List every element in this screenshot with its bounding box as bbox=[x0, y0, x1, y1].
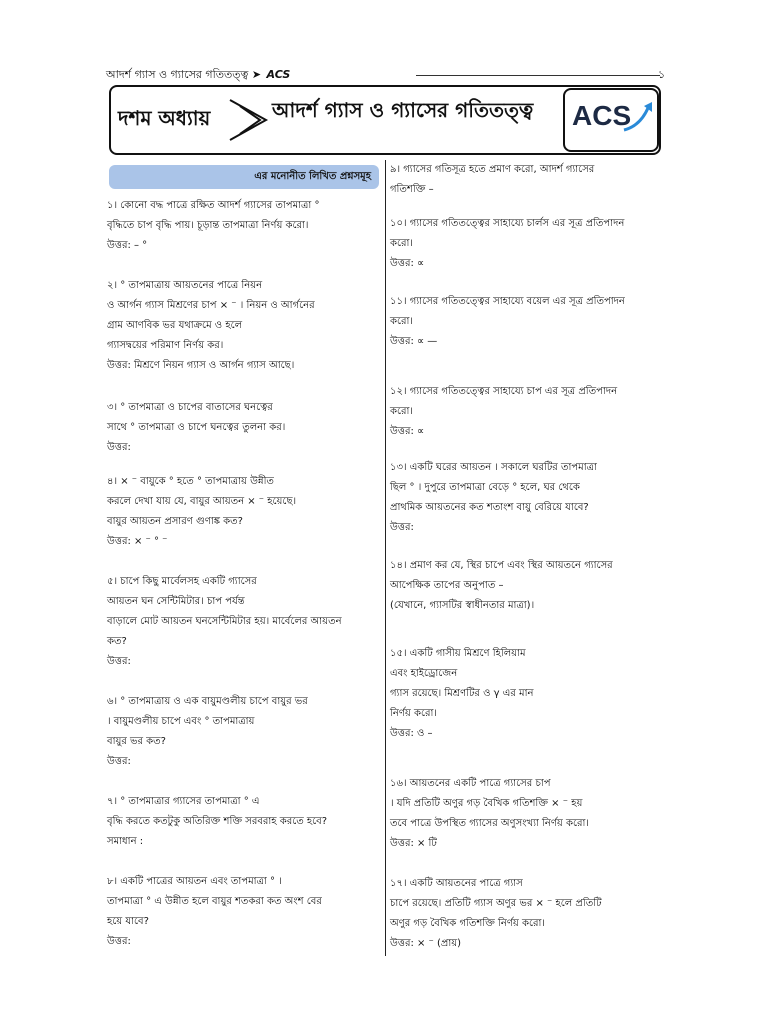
question-line: করো। bbox=[390, 238, 413, 249]
question-line: ছিল ° । দুপুরে তাপমাত্রা বেড়ে ° হলে, ঘর থেকে bbox=[390, 482, 580, 493]
question-16 bbox=[390, 774, 668, 854]
question-9 bbox=[390, 160, 668, 200]
question-line: ও আর্গন গ্যাস মিশ্রণের চাপ × ⁻ । নিয়ন ও আর্গনের bbox=[107, 300, 315, 311]
answer-line: উত্তর: bbox=[107, 756, 131, 767]
question-line: ১৬। আয়তনের একটি পাত্রে গ্যাসের চাপ bbox=[390, 778, 551, 789]
question-line: গ্যাস রয়েছে। মিশ্রণটির ও γ এর মান bbox=[390, 688, 534, 699]
header-rule bbox=[416, 75, 660, 76]
question-line: গ্রাম আণবিক ভর যথাক্রমে ও হলে bbox=[107, 320, 243, 331]
question-line: ৪। × ⁻ বায়ুকে ° হতে ° তাপমাত্রায় উন্নীত bbox=[107, 476, 274, 487]
column-divider bbox=[385, 160, 386, 956]
question-line: বায়ুর ভর কত? bbox=[107, 736, 166, 747]
question-line: করলে দেখা যায় যে, বায়ুর আয়তন × ⁻ হয়েছে। bbox=[107, 496, 297, 507]
question-line: ১২। গ্যাসের গতিতত্ত্বের সাহায্যে চাপ এর সূত্র প্রতিপাদন bbox=[390, 386, 618, 397]
question-13 bbox=[390, 458, 668, 538]
question-line: ১০। গ্যাসের গতিতত্ত্বের সাহায্যে চার্লস এর সূত্র প্রতিপাদন bbox=[390, 218, 625, 229]
question-line: ১৪। প্রমাণ কর যে, স্থির চাপে এবং স্থির আয়তনে গ্যাসের bbox=[390, 560, 613, 571]
question-line: ৫। চাপে কিছু মার্বেলসহ একটি গ্যাসের bbox=[107, 576, 257, 587]
question-12 bbox=[390, 382, 668, 442]
question-line: বায়ুর আয়তন প্রসারণ গুণাঙ্ক কত? bbox=[107, 516, 243, 527]
answer-line: উত্তর: × ⁻ (প্রায়) bbox=[390, 938, 462, 949]
acs-logo: ACS bbox=[572, 100, 632, 131]
acs-logo-small: ACS bbox=[266, 68, 291, 81]
question-line: ১৫। একটি গাসীয় মিশ্রণে হিলিয়াম bbox=[390, 648, 526, 659]
question-line: । বায়ুমণ্ডলীয় চাপে এবং ° তাপমাত্রায় bbox=[107, 716, 255, 727]
question-line: গতিশক্তি – bbox=[390, 184, 434, 195]
answer-line: উত্তর: – ° bbox=[107, 240, 148, 251]
answer-line: উত্তর: bbox=[107, 936, 131, 947]
question-line: (যেখানে, গ্যাসটির স্বাধীনতার মাত্রা)। bbox=[390, 600, 535, 611]
question-line: করো। bbox=[390, 316, 413, 327]
question-line: চাপে রয়েছে। প্রতিটি গ্যাস অণুর ভর × ⁻ হলে প্রতিটি bbox=[390, 898, 602, 909]
question-line: ১। কোনো বদ্ধ পাত্রে রক্ষিত আদর্শ গ্যাসের তাপমাত্রা ° bbox=[107, 200, 320, 211]
answer-line: উত্তর: × টি bbox=[390, 838, 437, 849]
question-line: কত? bbox=[107, 636, 127, 647]
answer-line: উত্তর: × ⁻ ° ⁻ bbox=[107, 536, 168, 547]
question-4 bbox=[107, 472, 379, 552]
question-line: তাপমাত্রা ° এ উন্নীত হলে বায়ুর শতকরা কত অংশ বের bbox=[107, 896, 322, 907]
question-line: তবে পাত্রে উপস্থিত গ্যাসের অণুসংখ্যা নির্ণয় করো। bbox=[390, 818, 589, 829]
question-line: গ্যাসদ্বয়ের পরিমাণ নির্ণয় কর। bbox=[107, 340, 224, 351]
question-line: অণুর গড় বৈখিক গতিশক্তি নির্ণয় করো। bbox=[390, 918, 545, 929]
chapter-title: আদর্শ গ্যাস ও গ্যাসের গতিতত্ত্ব bbox=[272, 98, 534, 122]
answer-line: উত্তর: ∝ — bbox=[390, 336, 438, 347]
answer-line: উত্তর: ∝ bbox=[390, 258, 425, 269]
question-line: বাড়ালে মোট আয়তন ঘনসেন্টিমিটার হয়। মার্বেলের আয়তন bbox=[107, 616, 342, 627]
question-line: বৃদ্ধিতে চাপ বৃদ্ধি পায়। চূড়ান্ত তাপমাত্রা নির্ণয় করো। bbox=[107, 220, 309, 231]
question-10 bbox=[390, 214, 668, 274]
question-line: । যদি প্রতিটি অণুর গড় বৈখিক গতিশক্তি × ⁻ হয় bbox=[390, 798, 583, 809]
question-line: ৮। একটি পাত্রের আয়তন এবং তাপমাত্রা ° । bbox=[107, 876, 282, 887]
question-2 bbox=[107, 276, 379, 376]
answer-line: উত্তর: bbox=[107, 656, 131, 667]
question-line: হয়ে যাবে? bbox=[107, 916, 149, 927]
question-line: প্রাথমিক আয়তনের কত শতাংশ বায়ু বেরিয়ে যাবে? bbox=[390, 502, 589, 513]
answer-line: উত্তর: ∝ bbox=[390, 426, 425, 437]
question-11 bbox=[390, 292, 668, 352]
question-line: ১৭। একটি আয়তনের পাত্রে গ্যাস bbox=[390, 878, 523, 889]
question-line: সাথে ° তাপমাত্রা ও চাপে ঘনত্বের তুলনা কর। bbox=[107, 422, 286, 433]
question-15 bbox=[390, 644, 668, 744]
answer-line: উত্তর: মিশ্রণে নিয়ন গ্যাস ও আর্গন গ্যাস আছে। bbox=[107, 360, 295, 371]
question-line: ১৩। একটি ঘরের আয়তন । সকালে ঘরটির তাপমাত্রা bbox=[390, 462, 597, 473]
question-5 bbox=[107, 572, 379, 672]
section-heading: এর মনোনীত লিখিত প্রশ্নসমূহ bbox=[109, 165, 379, 189]
chapter-label: দশম অধ্যায় bbox=[118, 106, 211, 130]
running-header bbox=[106, 66, 290, 85]
question-line: বৃদ্ধি করতে কতটুকু অতিরিক্ত শক্তি সরবরাহ করতে হবে? bbox=[107, 816, 328, 827]
question-line: ৯। গ্যাসের গতিসূত্র হতে প্রমাণ করো, আদর্শ গ্যাসের bbox=[390, 164, 595, 175]
question-line: ৬। ° তাপমাত্রায় ও এক বায়ুমণ্ডলীয় চাপে বায়ুর ভর bbox=[107, 696, 308, 707]
acs-arrow-icon bbox=[622, 100, 654, 134]
question-line: আয়তন ঘন সেন্টিমিটার। চাপ পর্যন্ত bbox=[107, 596, 245, 607]
chevron-right-icon bbox=[226, 98, 272, 142]
question-line: নির্ণয় করো। bbox=[390, 708, 437, 719]
question-line: ২। ° তাপমাত্রায় আয়তনের পাত্রে নিয়ন bbox=[107, 280, 263, 291]
running-title: আদর্শ গ্যাস ও গ্যাসের গতিতত্ত্ব ➤ bbox=[106, 68, 262, 81]
answer-line: উত্তর: bbox=[107, 442, 131, 453]
question-line: ৭। ° তাপমাত্রার গ্যাসের তাপমাত্রা ° এ bbox=[107, 796, 260, 807]
answer-line: সমাধান : bbox=[107, 836, 144, 847]
question-17 bbox=[390, 874, 668, 954]
question-8 bbox=[107, 872, 379, 952]
question-1 bbox=[107, 196, 379, 256]
question-3 bbox=[107, 398, 379, 458]
page-number: ১ bbox=[658, 68, 666, 81]
question-line: ১১। গ্যাসের গতিতত্ত্বের সাহায্যে বয়েল এর সূত্র প্রতিপাদন bbox=[390, 296, 625, 307]
question-14 bbox=[390, 556, 668, 616]
answer-line: উত্তর: bbox=[390, 522, 414, 533]
answer-line: উত্তর: ও – bbox=[390, 728, 433, 739]
question-line: এবং হাইড্রোজেন bbox=[390, 668, 458, 679]
question-line: ৩। ° তাপমাত্রা ও চাপের বাতাসের ঘনত্বের bbox=[107, 402, 273, 413]
question-7 bbox=[107, 792, 379, 852]
question-line: আপেক্ষিক তাপের অনুপাত – bbox=[390, 580, 504, 591]
question-line: করো। bbox=[390, 406, 413, 417]
question-6 bbox=[107, 692, 379, 772]
